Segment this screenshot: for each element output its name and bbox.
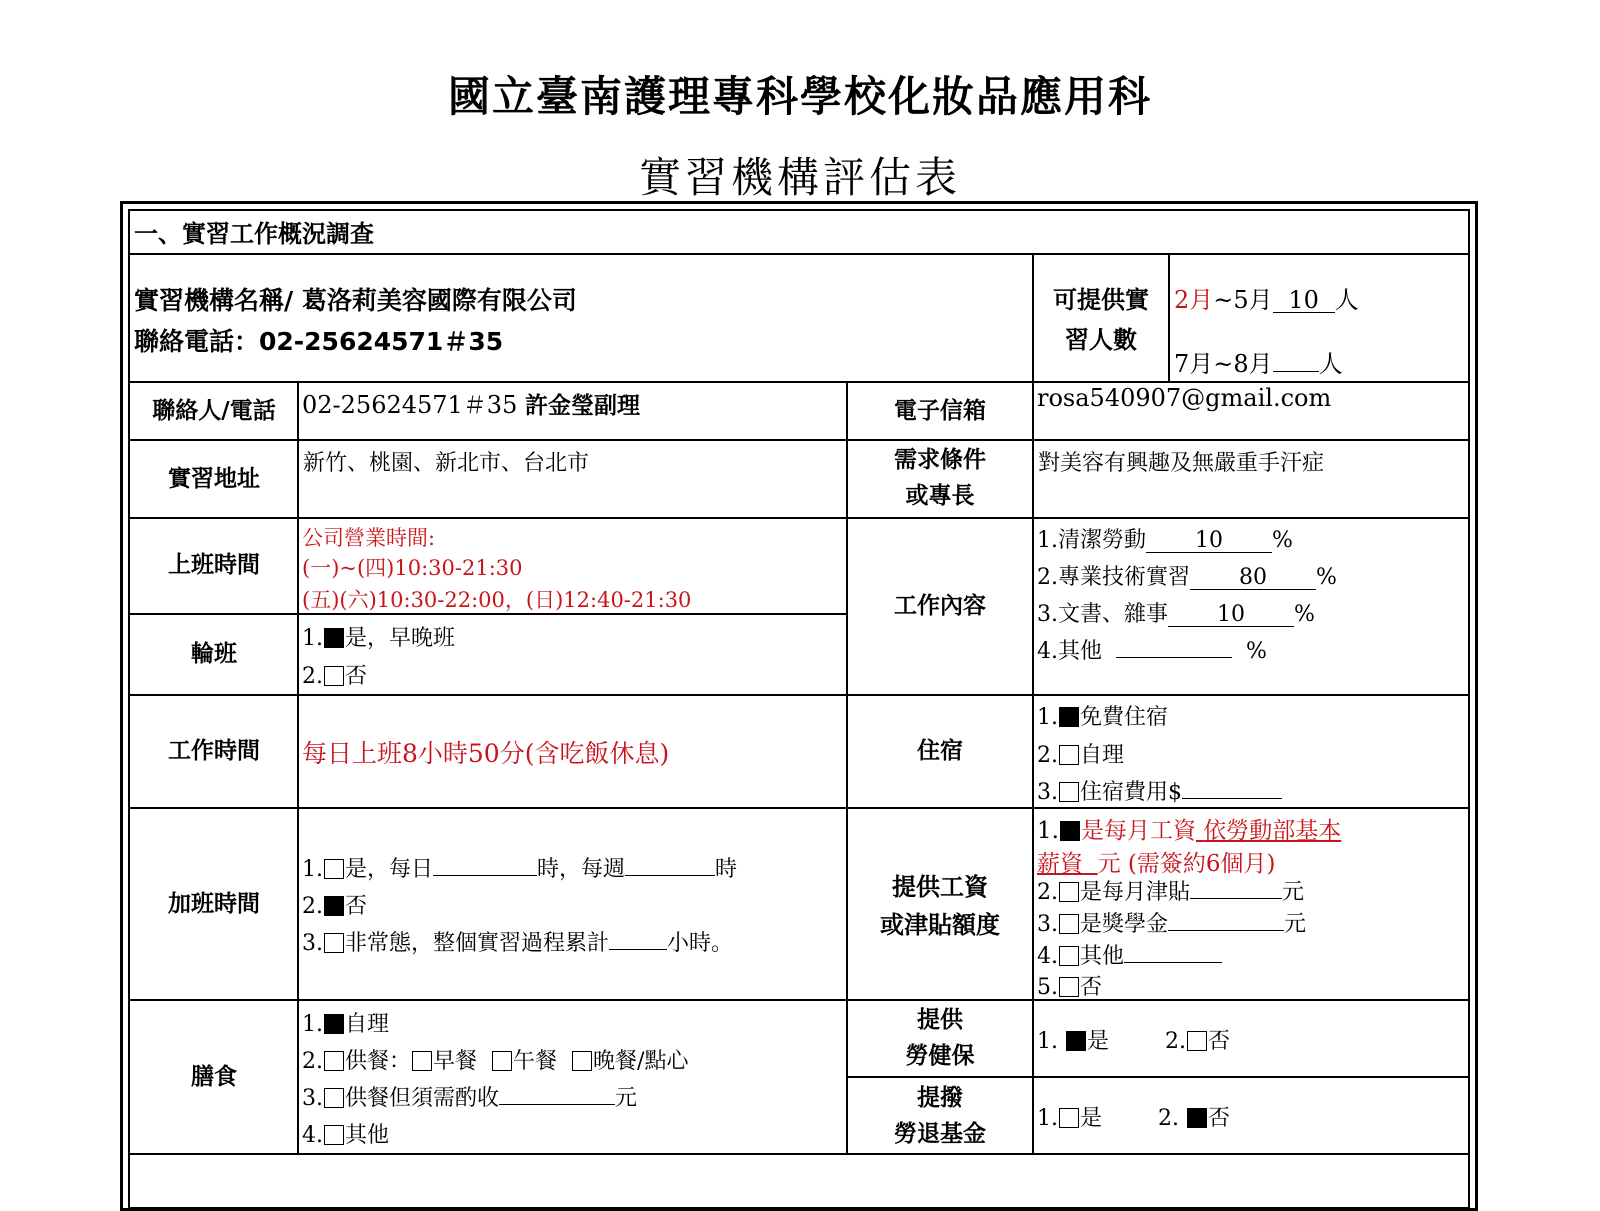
checkbox[interactable]: [324, 933, 344, 953]
salary-option-1: 1. 是每月工資 依勞動部基本: [1037, 818, 1342, 844]
meals-option-3: 3. 供餐但須需酌收 元: [302, 1086, 638, 1111]
insurance-label: 提供 勞健保: [905, 1007, 975, 1069]
checkbox[interactable]: [1187, 1031, 1207, 1051]
interns-period-2: 7月~8月 人: [1174, 350, 1343, 378]
row-divider: [130, 381, 1468, 383]
row-divider: [130, 694, 1468, 696]
checkbox[interactable]: [1066, 1031, 1086, 1051]
checkbox[interactable]: [1059, 882, 1079, 902]
salary-option-4: 4. 其他: [1037, 939, 1222, 970]
address-value: 新竹、桃園、新北市、台北市: [303, 451, 590, 476]
shift-label: 輪班: [191, 641, 237, 667]
shift-option-yes: 1. 是，早晚班: [302, 626, 456, 651]
contact-label: 聯絡人/電話: [152, 398, 276, 424]
checkbox[interactable]: [324, 859, 344, 879]
checkbox[interactable]: [324, 1125, 344, 1145]
interns-count-1: 10: [1273, 288, 1335, 313]
checkbox[interactable]: [572, 1051, 592, 1071]
email-label: 電子信箱: [894, 398, 986, 424]
meals-option-1: 1. 自理: [302, 1012, 390, 1037]
requirement-label: 需求條件 或專長: [894, 447, 986, 509]
overtime-option-1: 1. 是，每日 時，每週 時: [302, 857, 738, 882]
checkbox[interactable]: [324, 1014, 344, 1034]
address-label: 實習地址: [168, 466, 260, 492]
work-content-item-2: 2.專業技術實習 80 %: [1037, 565, 1337, 590]
hours-label: 上班時間: [168, 552, 260, 578]
checkbox[interactable]: [1059, 914, 1079, 934]
hours-line-3: (五)(六)10:30-22:00，(日)12:40-21:30: [302, 588, 692, 612]
row-divider: [130, 807, 1468, 809]
col-divider: [297, 381, 299, 1153]
insurance-options: 1. 是 2. 否: [1037, 1029, 1231, 1054]
row-divider: [130, 517, 1468, 519]
lodging-label: 住宿: [917, 738, 963, 764]
salary-option-5: 5. 否: [1037, 975, 1103, 1000]
overtime-label: 加班時間: [168, 891, 260, 917]
work-content-item-1: 1.清潔勞動 10 %: [1037, 528, 1293, 553]
row-divider: [130, 253, 1468, 255]
work-time-label: 工作時間: [168, 738, 260, 764]
checkbox[interactable]: [1059, 1108, 1079, 1128]
checkbox[interactable]: [1059, 946, 1079, 966]
meals-option-4: 4. 其他: [302, 1123, 390, 1148]
contact-value: 02-25624571＃35 許金瑩副理: [302, 391, 640, 419]
checkbox[interactable]: [1059, 745, 1079, 765]
salary-option-2: 2. 是每月津貼 元: [1037, 880, 1305, 905]
work-content-item-3: 3.文書、雜事 10 %: [1037, 602, 1315, 627]
checkbox[interactable]: [1059, 782, 1079, 802]
row-divider: [848, 1076, 1468, 1078]
overtime-option-2: 2. 否: [302, 894, 368, 919]
lodging-option-2: 2. 自理: [1037, 743, 1125, 768]
salary-option-3: 3. 是獎學金 元: [1037, 912, 1307, 937]
row-divider: [130, 439, 1468, 441]
meals-option-2: 2. 供餐： 早餐 午餐 晚餐/點心: [302, 1049, 689, 1074]
interns-label: 可提供實 習人數: [1053, 286, 1149, 354]
overtime-option-3: 3. 非常態，整個實習過程累計 小時。: [302, 931, 734, 956]
interns-period-1: 2月~5月 10 人: [1174, 286, 1359, 314]
salary-label: 提供工資 或津貼額度: [880, 873, 1000, 939]
checkbox[interactable]: [324, 1088, 344, 1108]
checkbox[interactable]: [1059, 977, 1079, 997]
work-content-item-4: 4.其他 %: [1037, 639, 1267, 664]
checkbox[interactable]: [492, 1051, 512, 1071]
checkbox[interactable]: [1187, 1108, 1207, 1128]
col-divider: [1168, 253, 1170, 383]
row-divider: [130, 1153, 1468, 1155]
hours-line-2: (一)~(四)10:30-21:30: [302, 556, 523, 580]
checkbox[interactable]: [324, 896, 344, 916]
org-name: 實習機構名稱/ 葛洛莉美容國際有限公司: [134, 286, 577, 315]
work-time-value: 每日上班8小時50分(含吃飯休息): [302, 739, 670, 768]
pension-options: 1. 是 2. 否: [1037, 1106, 1231, 1131]
col-divider: [1032, 253, 1034, 383]
checkbox[interactable]: [324, 1051, 344, 1071]
work-content-label: 工作內容: [894, 593, 986, 619]
checkbox[interactable]: [324, 628, 344, 648]
row-divider: [130, 999, 1468, 1001]
org-phone: 聯絡電話：02-25624571＃35: [134, 327, 504, 356]
school-title: 國立臺南護理專科學校化妝品應用科: [447, 72, 1152, 121]
hours-line-1: 公司營業時間:: [302, 526, 436, 550]
checkbox[interactable]: [1060, 821, 1080, 841]
interns-count-2: [1273, 349, 1319, 372]
email-value: rosa540907@gmail.com: [1037, 384, 1332, 412]
meals-label: 膳食: [191, 1064, 237, 1090]
col-divider: [1032, 381, 1034, 1153]
lodging-option-1: 1. 免費住宿: [1037, 705, 1169, 730]
checkbox[interactable]: [412, 1051, 432, 1071]
form-title: 實習機構評估表: [638, 153, 961, 202]
checkbox[interactable]: [1059, 707, 1079, 727]
lodging-option-3: 3. 住宿費用$: [1037, 775, 1282, 806]
salary-option-1-cont: 薪資 元 (需簽約6個月): [1037, 851, 1276, 877]
requirement-value: 對美容有興趣及無嚴重手汗症: [1038, 451, 1325, 476]
shift-option-no: 2. 否: [302, 664, 368, 689]
checkbox[interactable]: [324, 666, 344, 686]
section-heading: 一、實習工作概況調查: [134, 220, 374, 248]
pension-label: 提撥 勞退基金: [894, 1085, 986, 1147]
